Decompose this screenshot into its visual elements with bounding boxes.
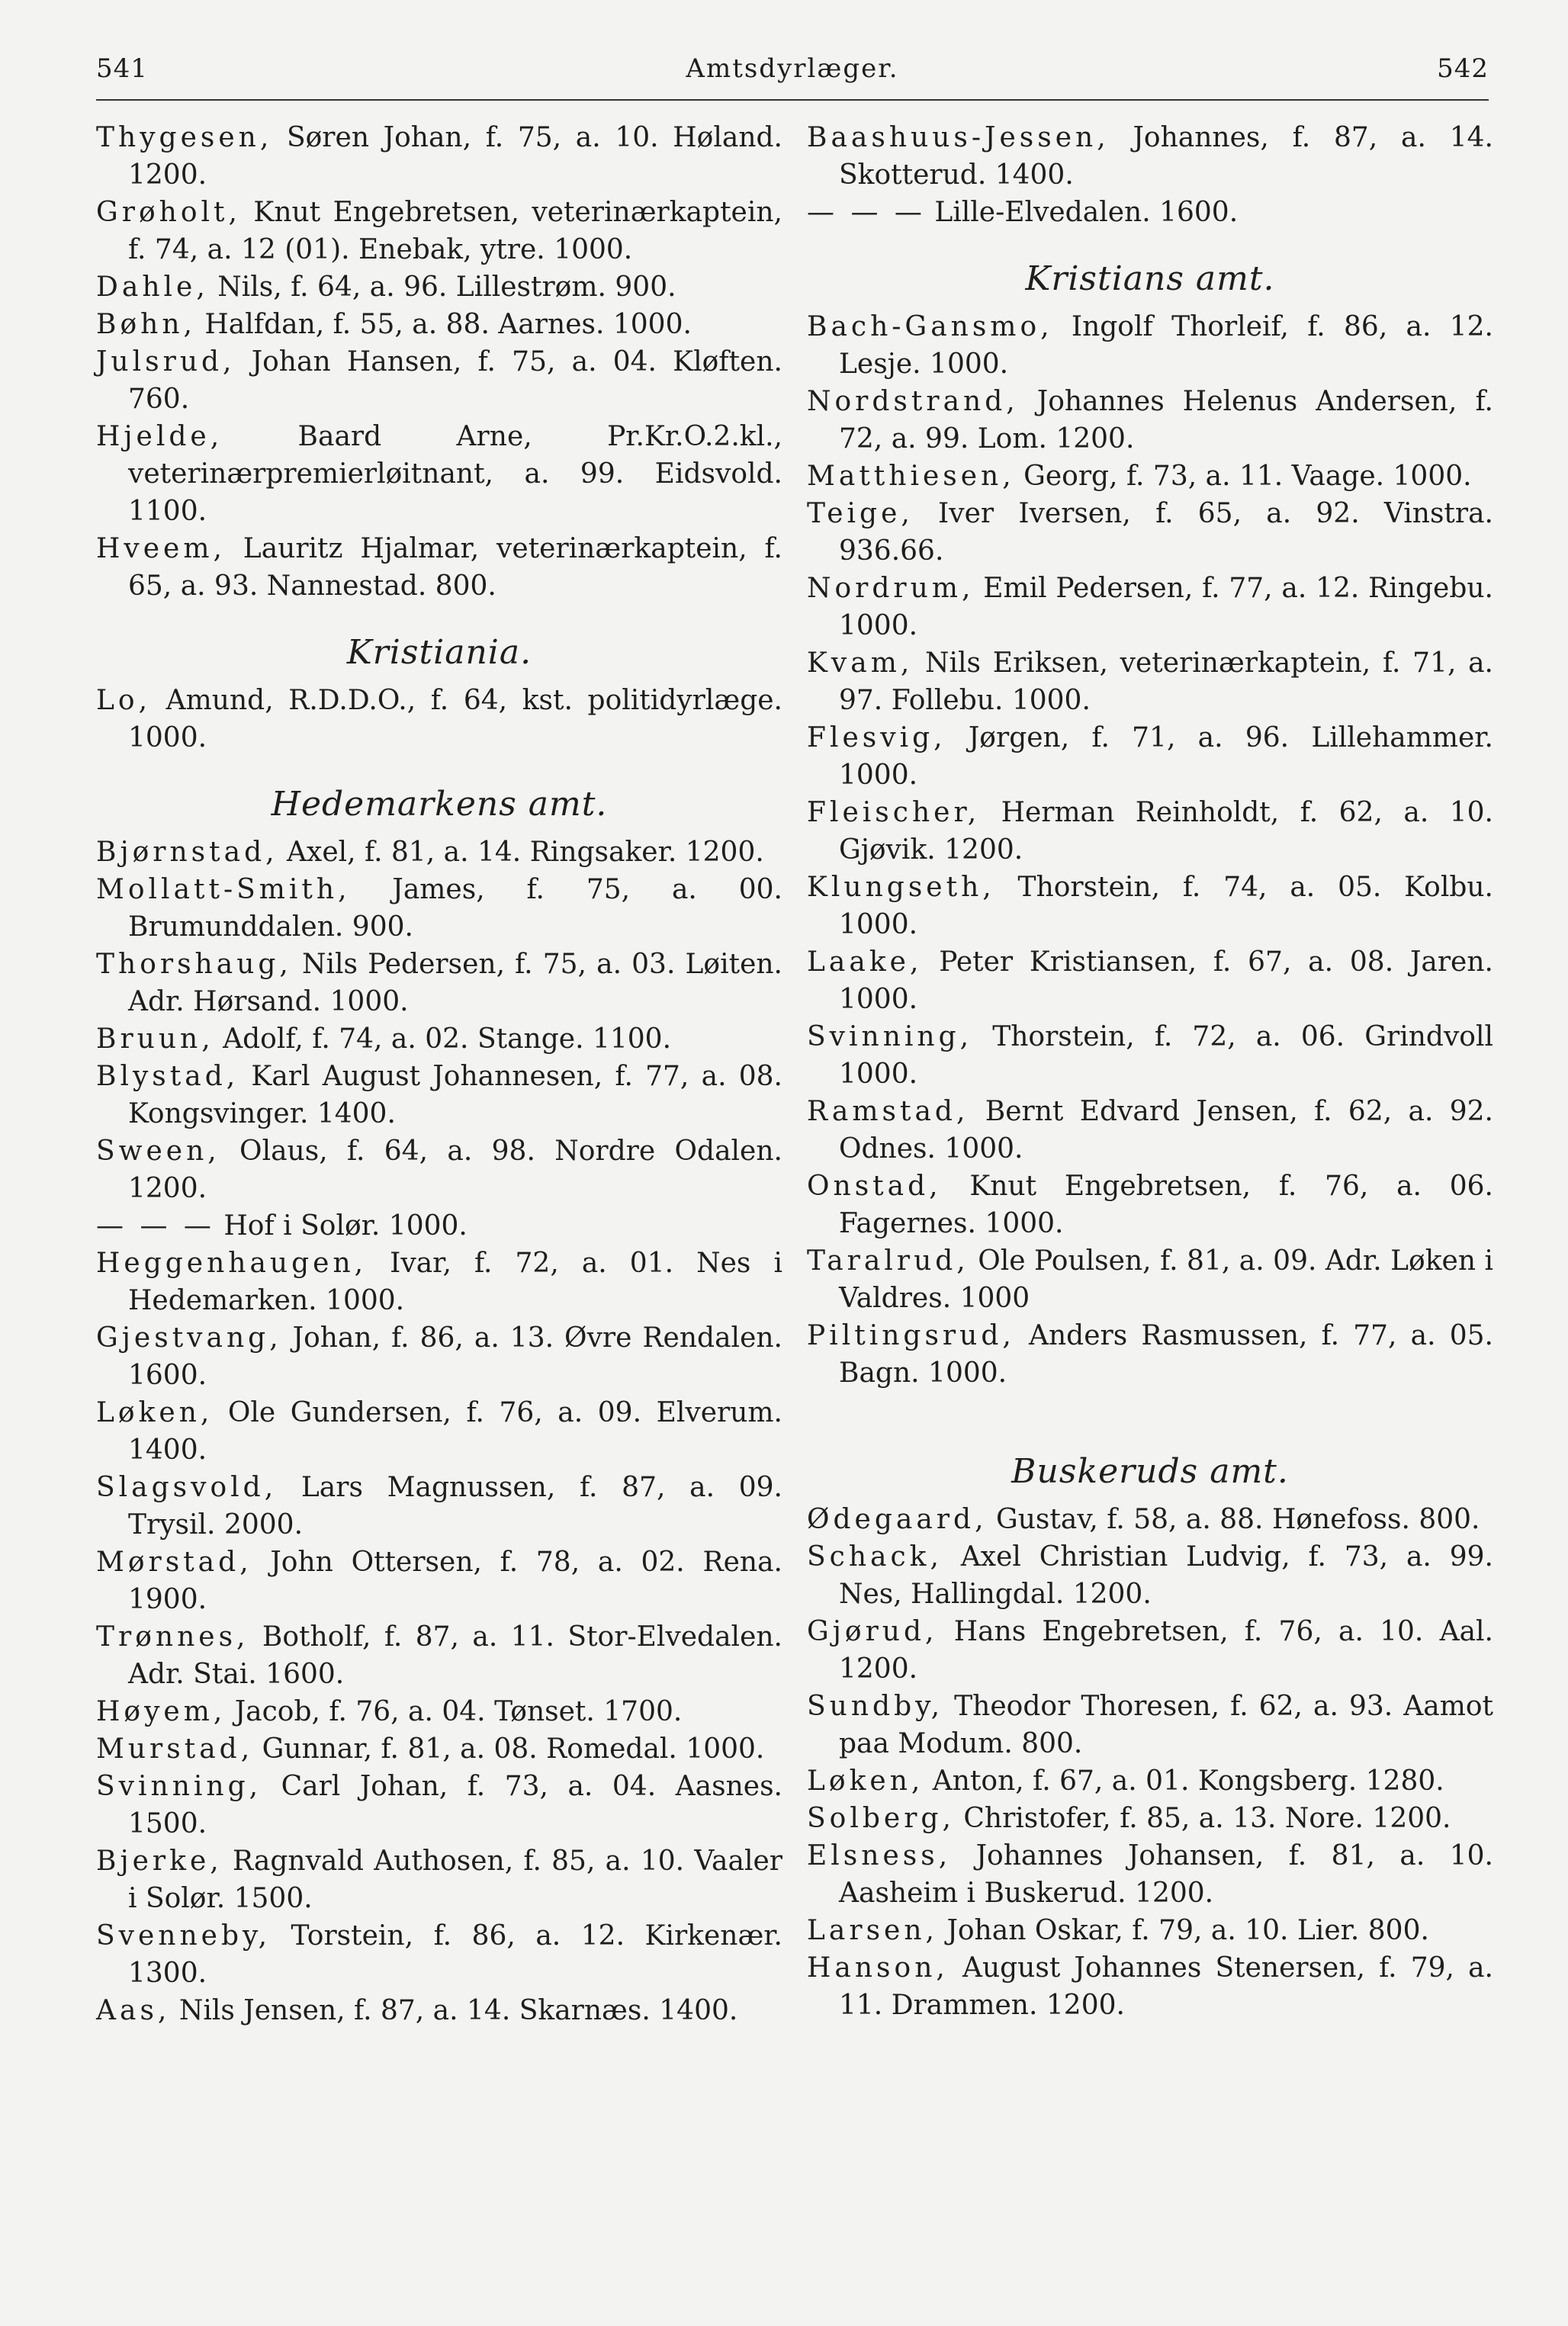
entry-details: Carl Johan, f. 73, a. 04. Aasnes. 1500.	[128, 1771, 782, 1839]
entry-name: Murstad,	[96, 1733, 254, 1765]
entry-details: Axel, f. 81, a. 14. Ringsaker. 1200.	[278, 837, 764, 868]
entry-details: Nils Pedersen, f. 75, a. 03. Løiten. Adr. Hørsand. 1000.	[128, 949, 782, 1017]
entry-name: Svinning,	[807, 1021, 973, 1052]
entry-details: Johannes Johansen, f. 81, a. 10. Aasheim i Buskerud. 1200.	[839, 1840, 1493, 1909]
list-item	[96, 1058, 782, 1132]
list-item	[807, 1912, 1493, 1949]
entry-name: Svenneby,	[96, 1920, 272, 1952]
list-item	[96, 1394, 782, 1469]
entry-details: Johan Hansen, f. 75, a. 04. Kløften. 760.	[128, 346, 782, 415]
entry-details: Emil Pedersen, f. 77, a. 12. Ringebu. 1000.	[839, 573, 1493, 641]
entry-details: Peter Kristiansen, f. 67, a. 08. Jaren. 1000.	[839, 946, 1493, 1015]
list-item	[96, 1992, 782, 2029]
list-item	[96, 418, 782, 530]
entry-details: James, f. 75, a. 00. Brumunddalen. 900.	[128, 874, 782, 943]
entry-details: Ingolf Thorleif, f. 86, a. 12. Lesje. 1000.	[839, 311, 1493, 380]
entry-name: Matthiesen,	[807, 461, 1015, 492]
entry-details: Thorstein, f. 74, a. 05. Kolbu. 1000.	[839, 872, 1493, 940]
list-item	[807, 308, 1493, 383]
entry-details: Olaus, f. 64, a. 98. Nordre Odalen. 1200.	[128, 1136, 782, 1204]
list-item	[96, 1618, 782, 1693]
entry-details: Hans Engebretsen, f. 76, a. 10. Aal. 1200.	[839, 1616, 1493, 1685]
entry-name: Thorshaug,	[96, 949, 292, 980]
list-item	[96, 1469, 782, 1544]
entry-list	[96, 834, 782, 2029]
entry-details: Johan Oskar, f. 79, a. 10. Lier. 800.	[938, 1915, 1429, 1946]
entry-name: Onstad,	[807, 1171, 942, 1202]
entry-name: Larsen,	[807, 1915, 938, 1946]
list-item	[96, 1768, 782, 1842]
left-column	[96, 119, 782, 2029]
entry-name: Taralrud,	[807, 1245, 969, 1277]
entry-details: John Ottersen, f. 78, a. 02. Rena. 1900.	[128, 1547, 782, 1615]
entry-name: Bjørnstad,	[96, 837, 278, 868]
section-heading-kristiania: Kristiania.	[346, 633, 532, 672]
list-item	[807, 1688, 1493, 1762]
list-item	[807, 1317, 1493, 1392]
entry-details: Amund, R.D.D.O., f. 64, kst. politidyrlæge. 1000.	[128, 685, 782, 753]
entry-name: Løken,	[96, 1397, 214, 1428]
entry-name: Sween,	[96, 1136, 220, 1167]
list-item	[807, 1501, 1493, 1538]
entry-details: Halfdan, f. 55, a. 88. Aarnes. 1000.	[195, 309, 692, 340]
entry-details: Gunnar, f. 81, a. 08. Romedal. 1000.	[253, 1733, 765, 1765]
page-header	[96, 46, 1489, 99]
entry-name: Aas,	[96, 1995, 171, 2026]
entry-name: Slagsvold,	[96, 1472, 278, 1503]
entry-details: Axel Christian Ludvig, f. 73, a. 99. Nes, Hallingdal. 1200.	[839, 1541, 1493, 1610]
entry-details: Karl August Johannesen, f. 77, a. 08. Kongsvinger. 1400.	[128, 1061, 782, 1129]
entry-details: Herman Reinholdt, f. 62, a. 10. Gjøvik. 1200.	[839, 797, 1493, 866]
list-item	[807, 644, 1493, 719]
entry-name: Blystad,	[96, 1061, 239, 1092]
entry-name: Nordstrand,	[807, 386, 1019, 417]
list-item	[96, 1730, 782, 1768]
list-item	[807, 794, 1493, 869]
entry-name: Laake,	[807, 946, 923, 978]
list-item	[807, 194, 1493, 231]
entry-name: Grøholt,	[96, 197, 241, 228]
list-item	[96, 834, 782, 871]
entry-name: — — —	[96, 1210, 215, 1242]
entry-details: Hof i Solør. 1000.	[214, 1210, 468, 1242]
list-item	[807, 943, 1493, 1018]
entry-name: Flesvig,	[807, 722, 946, 753]
entry-name: Løken,	[807, 1765, 924, 1797]
list-item	[807, 1800, 1493, 1837]
entry-details: Ivar, f. 72, a. 01. Nes i Hedemarken. 1000.	[128, 1248, 782, 1316]
list-item	[96, 946, 782, 1020]
list-item	[96, 343, 782, 418]
entry-name: Kvam,	[807, 647, 914, 679]
entry-details: Anton, f. 67, a. 01. Kongsberg. 1280.	[924, 1765, 1444, 1797]
entry-name: Fleischer,	[807, 797, 981, 828]
entry-details: Knut Engebretsen, f. 76, a. 06. Fagernes. 1000.	[839, 1171, 1493, 1239]
entry-name: Teige,	[807, 498, 914, 529]
entry-details: Jørgen, f. 71, a. 96. Lillehammer. 1000.	[839, 722, 1493, 791]
entry-details: Søren Johan, f. 75, a. 10. Høland. 1200.	[128, 122, 782, 191]
entry-details: Ole Gundersen, f. 76, a. 09. Elverum. 1400.	[128, 1397, 782, 1466]
entry-details: Ragnvald Authosen, f. 85, a. 10. Vaaler i Solør. 1500.	[128, 1846, 782, 1914]
entry-details: Lille-Elvedalen. 1600.	[925, 197, 1239, 228]
entry-name: — — —	[807, 197, 926, 228]
entry-name: Hanson,	[807, 1952, 949, 1984]
list-item	[96, 871, 782, 946]
entry-name: Høyem,	[96, 1696, 227, 1727]
list-item	[807, 119, 1493, 194]
list-item	[807, 1837, 1493, 1912]
entry-name: Bjerke,	[96, 1846, 223, 1877]
right-column	[807, 119, 1493, 2024]
list-item	[96, 1917, 782, 1992]
entry-details: Bernt Edvard Jensen, f. 62, a. 92. Odnes. 1000.	[839, 1096, 1493, 1165]
entry-details: Theodor Thoresen, f. 62, a. 93. Aamot paa Modum. 800.	[839, 1691, 1493, 1759]
list-item	[807, 1949, 1493, 2024]
entry-name: Piltingsrud,	[807, 1320, 1015, 1351]
list-item	[96, 1842, 782, 1917]
page-title: Amtsdyrlæger.	[686, 53, 899, 84]
list-item	[96, 1020, 782, 1058]
entry-name: Hjelde,	[96, 421, 223, 452]
entry-details: Baard Arne, Pr.Kr.O.2.kl., veterinærpremierløitnant, a. 99. Eidsvold. 1100.	[128, 421, 782, 527]
entry-details: Lauritz Hjalmar, veterinærkaptein, f. 65, a. 93. Nannestad. 800.	[128, 533, 782, 602]
entry-name: Gjørud,	[807, 1616, 938, 1647]
entry-name: Klungseth,	[807, 872, 995, 903]
entry-details: Nils Jensen, f. 87, a. 14. Skarnæs. 1400.	[170, 1995, 738, 2026]
list-item	[807, 1538, 1493, 1613]
list-item	[807, 1093, 1493, 1168]
entry-details: Nils Eriksen, veterinærkaptein, f. 71, a. 97. Follebu. 1000.	[839, 647, 1493, 716]
entry-list	[96, 119, 782, 605]
entry-name: Julsrud,	[96, 346, 236, 377]
entry-name: Mørstad,	[96, 1547, 252, 1578]
entry-name: Bøhn,	[96, 309, 196, 340]
list-item	[807, 1613, 1493, 1688]
list-item	[807, 570, 1493, 644]
list-item	[807, 869, 1493, 943]
entry-name: Bach-Gansmo,	[807, 311, 1053, 342]
entry-details: Anders Rasmussen, f. 77, a. 05. Bagn. 1000.	[839, 1320, 1493, 1389]
entry-name: Ramstad,	[807, 1096, 969, 1127]
entry-name: Nordrum,	[807, 573, 975, 604]
entry-details: Iver Iversen, f. 65, a. 92. Vinstra. 936.66.	[839, 498, 1493, 567]
list-item	[96, 1245, 782, 1319]
entry-details: Johannes, f. 87, a. 14. Skotterud. 1400.	[839, 122, 1493, 191]
list-item	[96, 119, 782, 194]
entry-name: Ødegaard,	[807, 1504, 988, 1535]
entry-name: Solberg,	[807, 1803, 955, 1834]
list-item	[807, 1242, 1493, 1317]
entry-name: Hveem,	[96, 533, 226, 564]
list-item	[96, 268, 782, 306]
list-item	[96, 1207, 782, 1245]
list-item	[807, 1762, 1493, 1800]
entry-name: Baashuus-Jessen,	[807, 122, 1110, 153]
entry-details: Lars Magnussen, f. 87, a. 09. Trysil. 2000.	[128, 1472, 782, 1540]
entry-list	[807, 1501, 1493, 2024]
entry-details: Adolf, f. 74, a. 02. Stange. 1100.	[214, 1023, 672, 1055]
list-item	[807, 1168, 1493, 1242]
list-item	[96, 306, 782, 343]
page-number-right: 542	[1437, 53, 1489, 84]
entry-name: Svinning,	[96, 1771, 262, 1802]
entry-details: Johannes Helenus Andersen, f. 72, a. 99. Lom. 1200.	[839, 386, 1493, 455]
entry-details: Torstein, f. 86, a. 12. Kirkenær. 1300.	[128, 1920, 782, 1989]
list-item	[807, 495, 1493, 570]
list-item	[807, 1018, 1493, 1093]
entry-details: Gustav, f. 58, a. 88. Hønefoss. 800.	[987, 1504, 1480, 1535]
entry-details: Jacob, f. 76, a. 04. Tønset. 1700.	[226, 1696, 683, 1727]
list-item	[807, 719, 1493, 794]
entry-list	[96, 682, 782, 757]
entry-details: Ole Poulsen, f. 81, a. 09. Adr. Løken i Valdres. 1000	[839, 1245, 1493, 1314]
entry-name: Gjestvang,	[96, 1322, 282, 1354]
list-item	[807, 458, 1493, 495]
entry-details: Johan, f. 86, a. 13. Øvre Rendalen. 1600.	[128, 1322, 782, 1391]
entry-name: Lo,	[96, 685, 152, 716]
list-item	[96, 1544, 782, 1618]
header-rule	[96, 99, 1489, 101]
entry-list	[807, 119, 1493, 231]
entry-name: Mollatt-Smith,	[96, 874, 351, 905]
entry-details: Christofer, f. 85, a. 13. Nore. 1200.	[954, 1803, 1451, 1834]
entry-name: Thygesen,	[96, 122, 273, 153]
entry-details: August Johannes Stenersen, f. 79, a. 11. Drammen. 1200.	[839, 1952, 1493, 2021]
page-number-left: 541	[96, 53, 148, 84]
entry-name: Sundby,	[807, 1691, 944, 1722]
entry-name: Schack,	[807, 1541, 943, 1573]
entry-name: Heggenhaugen,	[96, 1248, 368, 1279]
entry-details: Knut Engebretsen, veterinærkaptein, f. 74, a. 12 (01). Enebak, ytre. 1000.	[128, 197, 782, 265]
entry-name: Bruun,	[96, 1023, 214, 1055]
list-item	[96, 530, 782, 605]
entry-details: Thorstein, f. 72, a. 06. Grindvoll 1000.	[839, 1021, 1493, 1090]
list-item	[96, 194, 782, 268]
list-item	[807, 383, 1493, 458]
list-item	[96, 1319, 782, 1394]
list-item	[96, 1693, 782, 1730]
list-item	[96, 1132, 782, 1207]
section-heading-kristians: Kristians amt.	[1025, 259, 1275, 298]
list-item	[96, 682, 782, 757]
entry-list	[807, 308, 1493, 1392]
section-heading-hedemarken: Hedemarkens amt.	[271, 785, 608, 824]
entry-details: Georg, f. 73, a. 11. Vaage. 1000.	[1014, 461, 1472, 492]
entry-name: Elsness,	[807, 1840, 952, 1871]
entry-name: Trønnes,	[96, 1621, 249, 1653]
entry-details: Nils, f. 64, a. 96. Lillestrøm. 900.	[208, 271, 676, 303]
entry-name: Dahle,	[96, 271, 209, 303]
entry-details: Botholf, f. 87, a. 11. Stor-Elvedalen. Adr. Stai. 1600.	[128, 1621, 782, 1690]
section-heading-buskerud: Buskeruds amt.	[1011, 1452, 1289, 1491]
